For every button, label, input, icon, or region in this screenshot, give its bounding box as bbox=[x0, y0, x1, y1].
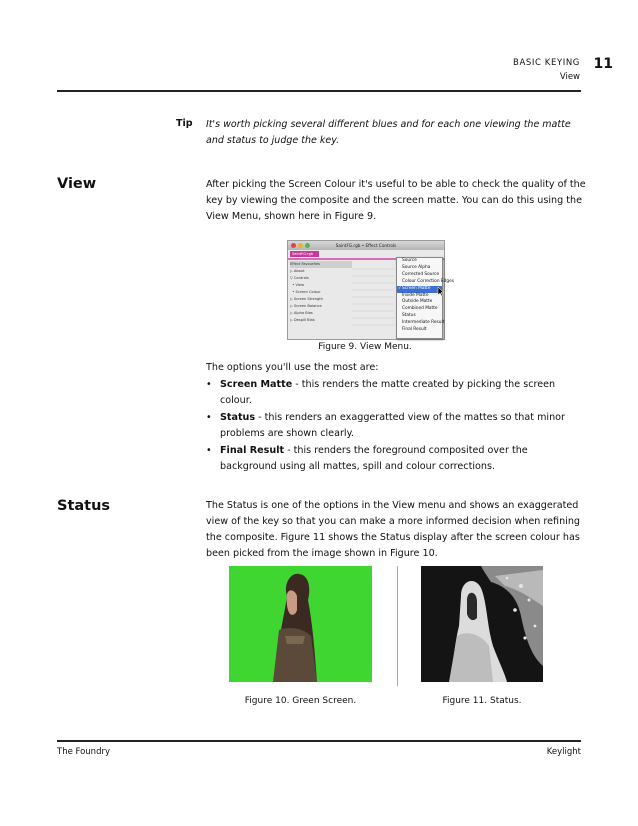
menu-item-outside-matte[interactable]: Outside Matte bbox=[402, 299, 433, 305]
menu-item-source-alpha[interactable]: Source Alpha bbox=[402, 264, 431, 270]
green-screen-photo bbox=[229, 566, 372, 682]
status-heading: Status bbox=[57, 498, 111, 514]
close-window-icon bbox=[291, 243, 296, 248]
menu-item-final-result[interactable]: Final Result bbox=[402, 327, 427, 333]
status-paragraph: The Status is one of the options in the View menu and shows an exaggerated view of the key so that you can make a more informed decision when refining the composite. Figure 11 shows the Status display after the screen colour has been picked from the image shown in Figure 10. bbox=[206, 500, 581, 559]
option-term: Screen Matte bbox=[220, 379, 293, 390]
figure-9-caption: Figure 9. View Menu. bbox=[318, 342, 412, 352]
view-paragraph: After picking the Screen Colour it's useful to be able to check the quality of the key by viewing the composite and the screen matte. You can do this using the View Menu, shown here in Figure 9. bbox=[206, 179, 586, 222]
effect-row: ▷ Alpha Bias bbox=[290, 311, 313, 315]
options-list bbox=[206, 377, 586, 476]
menu-item-inside-matte[interactable]: Inside Matte bbox=[402, 292, 429, 298]
options-intro: The options you'll use the most are: bbox=[206, 362, 379, 373]
footer-rule bbox=[57, 740, 581, 742]
effect-controls-list bbox=[290, 261, 352, 337]
tip-label: Tip bbox=[176, 118, 193, 129]
figure-9-view-menu bbox=[287, 240, 454, 340]
effect-tab: SaintFG.rgb bbox=[290, 251, 319, 257]
figure-divider bbox=[397, 566, 398, 686]
view-dropdown-menu[interactable] bbox=[396, 257, 454, 339]
effect-row: ▷ About bbox=[290, 269, 305, 273]
menu-item-corrected-source[interactable]: Corrected Source bbox=[402, 271, 440, 277]
option-term: Status bbox=[220, 412, 256, 423]
header-rule bbox=[57, 90, 581, 92]
menu-item-colour-correction-edges[interactable]: Colour Correction Edges bbox=[402, 278, 454, 284]
minimize-window-icon bbox=[298, 243, 303, 248]
menu-item-status[interactable]: Status bbox=[402, 313, 416, 319]
figure-10-green-screen-image bbox=[229, 566, 372, 682]
effect-row: Effect Favourites bbox=[290, 261, 352, 268]
checkmark-icon: ✓ bbox=[398, 285, 402, 291]
menu-item-intermediate-result[interactable]: Intermediate Result bbox=[402, 320, 445, 326]
effect-row: • Screen Colour bbox=[290, 290, 321, 294]
list-item: • Final Result - this renders the foreground composited over the background using all mattes, spill and colour corrections. bbox=[206, 445, 528, 472]
option-term: Final Result bbox=[220, 445, 285, 456]
mouse-cursor-icon bbox=[438, 287, 444, 296]
view-heading: View bbox=[57, 176, 97, 192]
effect-row: ▷ Despill Bias bbox=[290, 318, 315, 322]
status-view-photo bbox=[421, 566, 543, 682]
effect-row: • View bbox=[290, 283, 305, 287]
running-header-subsection: View bbox=[559, 72, 580, 82]
menu-item-screen-matte[interactable]: ✓ Screen Matte bbox=[397, 286, 442, 293]
page-number: 11 bbox=[593, 56, 613, 72]
menu-item-combined-matte[interactable]: Combined Matte bbox=[402, 306, 438, 312]
footer-product: Keylight bbox=[546, 747, 581, 757]
list-item: • Status - this renders an exaggeratted view of the mattes so that minor problems are shown clearly. bbox=[206, 412, 565, 439]
menu-item-source[interactable]: Source bbox=[402, 258, 417, 263]
zoom-window-icon bbox=[305, 243, 310, 248]
parameter-rows-graphic bbox=[352, 262, 394, 336]
figure-11-status-image bbox=[421, 566, 543, 682]
effect-controls-titlebar: SaintFG.rgb • Effect Controls bbox=[288, 241, 444, 250]
figure-11-caption: Figure 11. Status. bbox=[442, 696, 522, 706]
effect-row: ▷ Screen Strength bbox=[290, 297, 323, 301]
footer-publisher: The Foundry bbox=[57, 747, 110, 757]
effect-row: ▷ Screen Balance bbox=[290, 304, 322, 308]
running-header-section: BASIC KEYING bbox=[513, 58, 580, 68]
tip-text: It's worth picking several different blues and for each one viewing the matte and status to judge the key. bbox=[206, 119, 571, 146]
effect-row: ▽ Controls bbox=[290, 276, 309, 280]
list-item: • Screen Matte - this renders the matte created by picking the screen colour. bbox=[206, 379, 556, 406]
figure-10-caption: Figure 10. Green Screen. bbox=[244, 696, 357, 706]
